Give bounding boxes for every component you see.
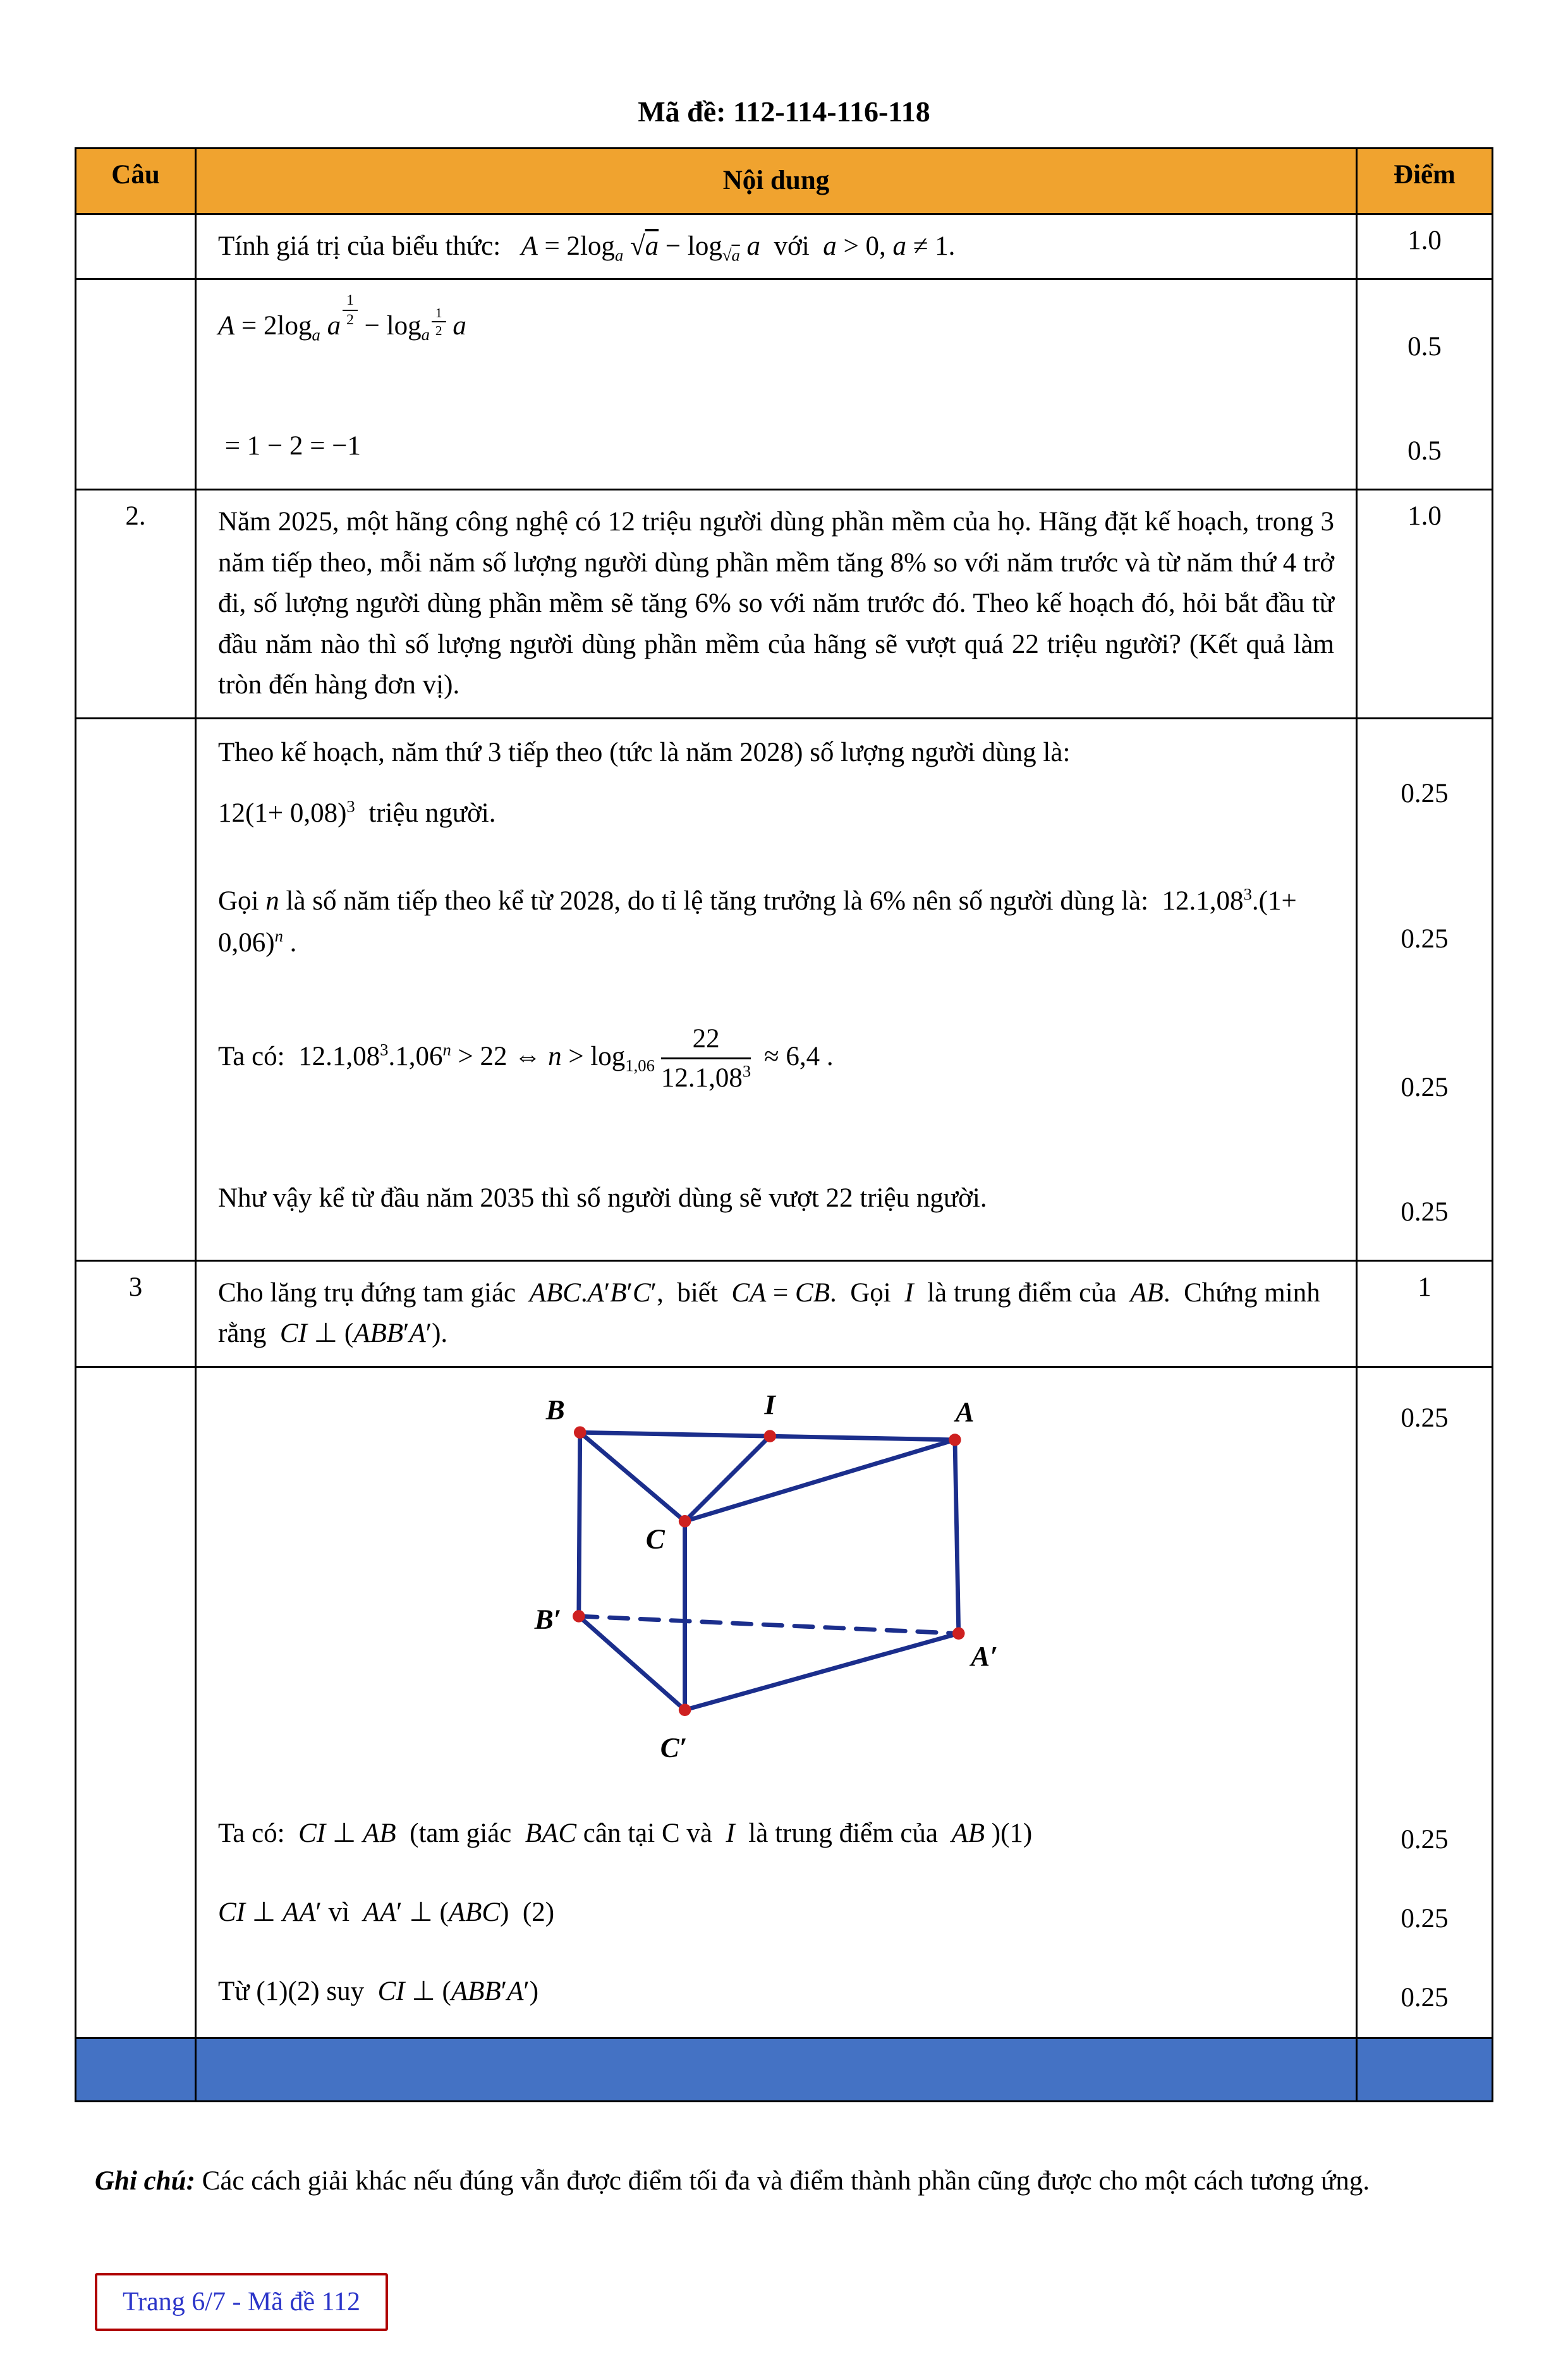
q2-solution-steps	[197, 719, 1492, 1260]
q3-step-2-text: CI ⊥ AA′ vì AA′ ⊥ (ABC) (2)	[218, 1897, 555, 1927]
vertex-label-B: B	[545, 1393, 565, 1425]
q3-step-3-point: 0.25	[1356, 1958, 1492, 2037]
answer-table	[75, 147, 1493, 2102]
q2-step-1-text: Theo kế hoạch, năm thứ 3 tiếp theo (tức là năm 2028) số lượng người dùng là: $12(1+ 0,08)^3$ triệu người.	[218, 737, 1071, 829]
col-header-diem: Điểm	[1356, 149, 1492, 213]
q3-step-2-point: 0.25	[1356, 1879, 1492, 1958]
q3-number: 3	[76, 1262, 197, 1366]
vertex-label-Ap: A′	[971, 1640, 998, 1672]
footer-box-text: Trang 6/7 - Mã đề 112	[123, 2287, 361, 2317]
q2-step-3-text: Ta có: $12.1,08^3.1,06^n > 22$ ⇔ $n > \log_{1,06}$ $\frac{22}{12.1,08^3}$ ≈ 6,4 .	[218, 1023, 834, 1093]
row-q2-question	[76, 489, 1492, 717]
edge-BBp	[579, 1432, 580, 1616]
q2-step-1	[197, 719, 1492, 868]
q2-step-4-text: Như vậy kể từ đầu năm 2035 thì số người dùng sẽ vượt 22 triệu người.	[218, 1183, 987, 1213]
note-label: Ghi chú:	[95, 2165, 195, 2196]
vertex-dot-Bp	[573, 1610, 585, 1623]
q3-figure-step	[197, 1368, 1492, 1800]
q3-solution-steps	[197, 1368, 1492, 2037]
row-q1-question	[76, 213, 1492, 279]
row-q2-solution	[76, 717, 1492, 1260]
note-text: Các cách giải khác nếu đúng vẫn được điểm tối đa và điểm thành phần cũng được cho một cách tương ứng.	[195, 2165, 1370, 2196]
blue-bar-cell-diem	[1356, 2039, 1492, 2100]
edge-BpCp	[579, 1616, 685, 1709]
prism-figure	[523, 1387, 1029, 1794]
q2-step-2-text: Gọi n là số năm tiếp theo kể từ 2028, do tỉ lệ tăng trưởng là 6% nên số người dùng là: $12.1,08^3.(1+ 0,06)^n$ .	[218, 884, 1297, 958]
q2-question-point: 1.0	[1356, 490, 1492, 717]
q2-step-4-point: 0.25	[1356, 1165, 1492, 1260]
edge-BpAp-hidden	[579, 1616, 959, 1633]
q3-step-1	[197, 1800, 1492, 1879]
vertex-dot-I	[763, 1430, 776, 1442]
q1-step-1	[197, 280, 1492, 413]
col-header-cau: Câu	[76, 149, 197, 213]
vertex-dot-Ap	[952, 1627, 965, 1640]
q3-step-3	[197, 1958, 1492, 2037]
q2-step-3-point: 0.25	[1356, 1010, 1492, 1165]
page-footer-box	[95, 2273, 388, 2331]
q2-step-1-point: 0.25	[1356, 719, 1492, 868]
q1-step-2	[197, 413, 1492, 489]
q2-number: 2.	[76, 490, 197, 717]
q1-solution-number	[76, 280, 197, 489]
col-header-noidung: Nội dung	[722, 166, 830, 195]
edge-CpAp	[685, 1633, 959, 1710]
blue-bar-cell-main	[197, 2039, 1356, 2100]
q3-step-1-point: 0.25	[1356, 1800, 1492, 1879]
vertex-dot-C	[679, 1514, 691, 1527]
grading-note	[95, 2153, 1473, 2210]
edge-BC	[580, 1432, 685, 1521]
q1-step-1-point: 0.5	[1356, 280, 1492, 413]
vertex-dot-B	[574, 1426, 586, 1439]
q1-number	[76, 215, 197, 279]
table-header-row	[76, 149, 1492, 213]
q3-step-1-text: Ta có: CI ⊥ AB (tam giác BAC cân tại C và I là trung điểm của AB )(1)	[218, 1818, 1033, 1848]
row-q3-solution	[76, 1366, 1492, 2037]
q1-solution-steps	[197, 280, 1492, 489]
vertex-dot-A	[949, 1434, 961, 1446]
q3-step-2	[197, 1879, 1492, 1958]
q3-step-3-text: Từ (1)(2) suy CI ⊥ (ABB′A′)	[218, 1976, 539, 2006]
q1-question-point: 1.0	[1356, 215, 1492, 279]
prism-figure-container	[197, 1368, 1356, 1800]
q2-question-text: Năm 2025, một hãng công nghệ có 12 triệu người dùng phần mềm của họ. Hãng đặt kế hoạch, trong 3 năm tiếp theo, mỗi năm số lượng người dùng phần mềm tăng 8% so với năm trước và từ năm thứ 4 trở đi, số lượng người dùng phần mềm sẽ tăng 6% so với năm trước đó. Theo kế hoạch đó, hỏi bắt đầu từ đầu năm nào thì số lượng người dùng phần mềm của hãng sẽ vượt quá 22 triệu người? (Kết quả làm tròn đến hàng đơn vị).	[218, 507, 1334, 700]
vertex-label-Bp: B′	[534, 1602, 562, 1635]
q2-step-2-point: 0.25	[1356, 868, 1492, 1010]
q2-step-2	[197, 868, 1492, 1010]
q1-question-text: Tính giá trị của biểu thức: $A = 2\log_a$ $√a - \log_{√a} a$ với a > 0, a ≠ 1.	[218, 231, 956, 265]
q3-solution-number	[76, 1368, 197, 2037]
page-title: Mã đề: 112-114-116-118	[638, 95, 930, 128]
q3-question-text: Cho lăng trụ đứng tam giác ABC.A′B′C′, biết CA = CB. Gọi I là trung điểm của AB. Chứng minh rằng CI ⊥ (ABB′A′).	[218, 1277, 1320, 1348]
q2-solution-number	[76, 719, 197, 1260]
q1-step-2-point: 0.5	[1356, 413, 1492, 489]
q3-figure-point: 0.25	[1356, 1368, 1492, 1800]
vertex-label-Cp: C′	[660, 1731, 688, 1763]
q1-step-1-text: $A = 2\log_a$ a $\frac{1}{2}$ − $\log_{a \frac{1}{2}}$ a	[218, 292, 466, 344]
q3-question-point: 1	[1356, 1262, 1492, 1366]
row-q1-solution	[76, 278, 1492, 489]
vertex-label-A: A	[955, 1396, 975, 1428]
row-q3-question	[76, 1260, 1492, 1366]
q2-step-4	[197, 1165, 1492, 1260]
q2-step-3	[197, 1010, 1492, 1165]
table-bottom-blue-bar	[76, 2037, 1492, 2100]
vertex-label-C: C	[645, 1523, 665, 1555]
vertex-dot-Cp	[679, 1703, 691, 1716]
vertex-label-I: I	[764, 1388, 775, 1420]
edge-AAp	[955, 1439, 959, 1633]
blue-bar-cell-cau	[76, 2039, 197, 2100]
q1-step-2-text: = 1 − 2 = −1	[218, 431, 362, 461]
